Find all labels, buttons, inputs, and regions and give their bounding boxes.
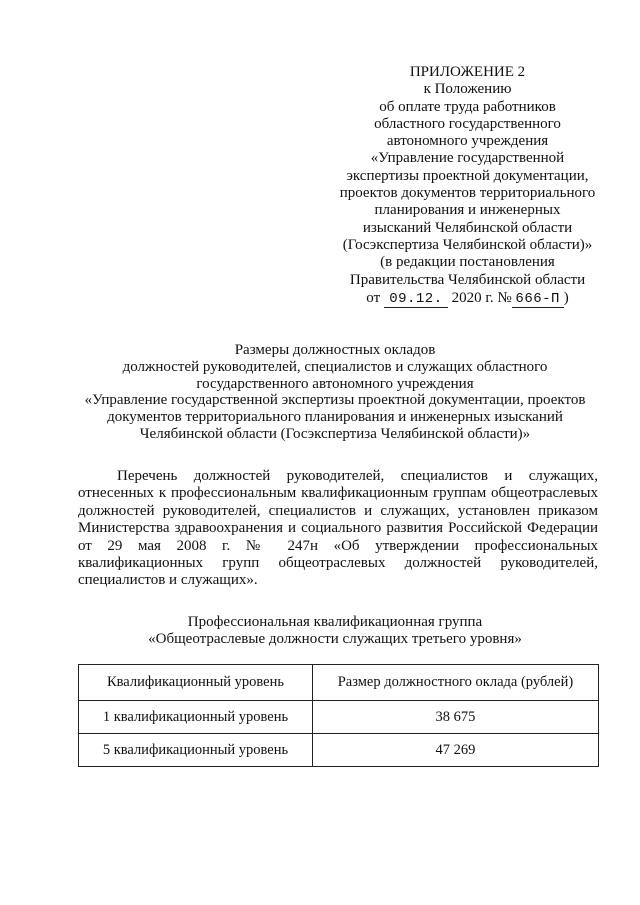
resolution-date <box>384 291 448 308</box>
appendix-header <box>325 64 610 308</box>
table-header-row <box>79 665 599 701</box>
salary-table <box>78 664 599 767</box>
title-line: должностей руководителей, специалистов и служащих областного <box>122 358 548 375</box>
appendix-line: об оплате труда работников <box>379 98 556 115</box>
title-line: документов территориального планирования и инженерных изысканий <box>107 409 563 426</box>
table-cell-level: 1 квалификационный уровень <box>79 701 313 734</box>
resolution-number <box>512 291 564 308</box>
resolution-year: 2020 г. <box>451 289 494 306</box>
title-line: «Управление государственной экспертизы проектной документации, проектов <box>84 392 586 409</box>
body-line: Министерства здравоохранения и социального развития Российской Федерации <box>78 520 598 537</box>
appendix-line: автономного учреждения <box>386 133 549 150</box>
appendix-line: проектов документов территориального <box>339 185 596 202</box>
body-paragraph <box>78 468 598 590</box>
resolution-date-value: 09.12. <box>389 290 443 307</box>
appendix-line: планирования и инженерных <box>374 202 561 219</box>
qualification-group-heading <box>70 614 600 649</box>
appendix-line: к Положению <box>423 81 512 98</box>
title-line: государственного автономного учреждения <box>196 375 474 392</box>
resolution-number-value: 666-П <box>515 290 560 307</box>
appendix-line: экспертизы проектной документации, <box>346 167 589 184</box>
body-line: специалистов и служащих». <box>78 572 258 589</box>
table-cell-salary: 47 269 <box>312 734 598 767</box>
body-line: от 29 мая 2008 г. № 247н «Об утверждении профессиональных <box>78 537 598 554</box>
closing-paren: ) <box>563 289 569 306</box>
table-row <box>79 701 599 734</box>
appendix-line: (Госэкспертиза Челябинской области)» <box>342 236 593 253</box>
table-cell-level: 5 квалификационный уровень <box>79 734 313 767</box>
appendix-line: «Управление государственной <box>370 150 565 167</box>
appendix-line: (в редакции постановления <box>380 254 555 271</box>
appendix-title: ПРИЛОЖЕНИЕ 2 <box>409 64 526 80</box>
appendix-line: Правительства Челябинской области <box>349 271 586 288</box>
number-sign: № <box>497 289 512 306</box>
table-cell-salary: 38 675 <box>312 701 598 734</box>
group-line: Профессиональная квалификационная группа <box>187 614 483 630</box>
body-line: квалификационных групп общеотраслевых должностей руководителей, <box>78 555 598 572</box>
resolution-date-line <box>325 290 610 308</box>
body-line: отнесенных к профессиональным квалификационным группам общеотраслевых <box>78 485 598 502</box>
title-line: Челябинской области (Госэкспертиза Челябинской области)» <box>139 425 531 442</box>
group-line: «Общеотраслевые должности служащих третьего уровня» <box>148 631 522 648</box>
appendix-line: изысканий Челябинской области <box>362 219 573 236</box>
table-row <box>79 734 599 767</box>
column-header-salary: Размер должностного оклада (рублей) <box>312 665 598 701</box>
column-header-level: Квалификационный уровень <box>79 665 313 701</box>
body-line: должностей руководителей, специалистов и служащих, установлен приказом <box>78 502 598 519</box>
appendix-line: областного государственного <box>374 115 561 132</box>
body-line: Перечень должностей руководителей, специалистов и служащих, <box>117 468 598 484</box>
document-title <box>70 342 600 443</box>
title-line: Размеры должностных окладов <box>234 342 436 358</box>
date-prefix: от <box>366 289 381 306</box>
